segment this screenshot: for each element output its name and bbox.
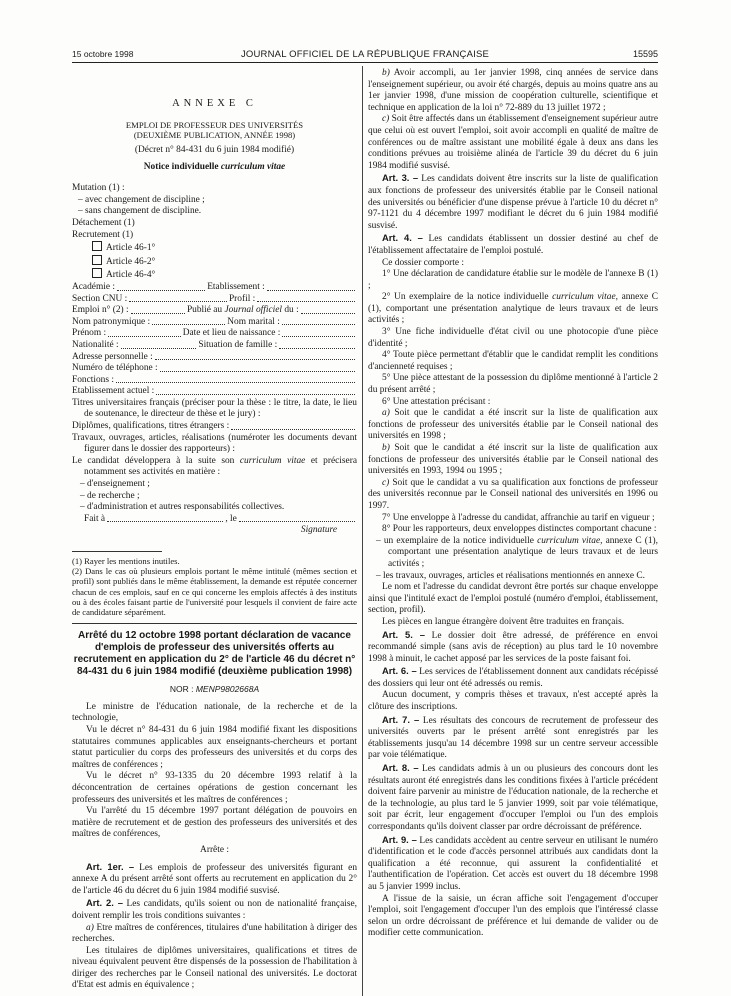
- mutation-option-2: – sans changement de discipline.: [78, 206, 202, 217]
- article-9: Art. 9. – Les candidats accèdent au centre serveur en utilisant le numéro d'identification et le code d'accès personnel attribués aux candidats dont la qualification a été reconnue, qui assurent la confidentialité et l'authentification de l'opération. Cet accès est ouvert du 18 décembre 1998 au 5 janvier 1999 inclus.: [368, 833, 658, 892]
- dossier-item-8: 8° Pour les rapporteurs, deux enveloppes distinctes comportant chacune :: [382, 524, 657, 535]
- header-date: 15 octobre 1998: [72, 49, 134, 59]
- annexe-decret: (Décret n° 84-431 du 6 juin 1984 modifié): [134, 145, 295, 155]
- dossier-item-2: 2° Un exemplaire de la notice individuelle curriculum vitae, annexe C (1), comportant une présentation analytique de leurs travaux et de leurs activités ;: [368, 292, 658, 326]
- field-fonctions[interactable]: Fonctions :: [72, 375, 357, 387]
- field-telephone[interactable]: Numéro de téléphone :: [72, 363, 357, 375]
- checkbox-icon[interactable]: [92, 268, 102, 278]
- page-number: 15595: [632, 49, 658, 59]
- arrete-title: Arrêté du 12 octobre 1998 portant déclaration de vacance d'emplois de professeur des universités offerts au recrutement en application du 2° de l'article 46 du décret n° 84-431 du 6 juin 1984 modifié (deuxième publication 1998): [73, 630, 356, 678]
- column-divider: [362, 66, 363, 996]
- enveloppe-instructions: Le nom et l'adresse du candidat devront être portés sur chaque enveloppe ainsi que l'intitulé exact de l'emploi postulé (numéro d'emploi, établissement, section, profil).: [368, 582, 658, 616]
- nor-reference: NOR : MENP9802668A: [169, 684, 260, 695]
- dossier-item-8-a: – un exemplaire de la notice individuelle curriculum vitae, annexe C (1), comportant une présentation analytique de leurs travaux et de leurs activités ;: [376, 535, 658, 569]
- field-adresse[interactable]: Adresse personnelle :: [72, 352, 357, 364]
- mutation-label: Mutation (1) :: [72, 183, 125, 194]
- dossier-item-3: 3° Une fiche individuelle d'état civil ou une photocopie d'une pièce d'identité ;: [368, 327, 658, 349]
- arrete-vu-2: Vu le décret n° 93-1335 du 20 décembre 1993 relatif à la déconcentration de certaines opérations de gestion concernant les professeurs des universités et les maîtres de conférences ;: [72, 771, 357, 805]
- dossier-intro: Ce dossier comporte :: [382, 257, 465, 268]
- arrete-preamble: Le ministre de l'éducation nationale, de la recherche et de la technologie,: [72, 701, 357, 724]
- field-prenom-naissance[interactable]: Prénom : Date et lieu de naissance :: [72, 328, 357, 340]
- section-rule: [72, 623, 357, 624]
- dossier-item-5: 5° Une pièce attestant de la possession du diplôme mentionné à l'article 2 du présent arrêté ;: [368, 373, 658, 396]
- field-etablissement-actuel[interactable]: Etablissement actuel :: [72, 386, 357, 398]
- arrete-vu-3: Vu l'arrêté du 15 décembre 1997 portant délégation de pouvoirs en matière de recrutement et de gestion des professeurs des universités et des maîtres de conférences,: [72, 806, 357, 840]
- activity-2: – de recherche ;: [80, 490, 140, 501]
- arrete-vu-1: Vu le décret n° 84-431 du 6 juin 1984 modifié fixant les dispositions statutaires communes applicables aux enseignants-chercheurs et portant statut particulier du corps des professeurs des universités et du corps des maîtres de conférences ;: [72, 725, 357, 770]
- article-1: Art. 1er. – Les emplois de professeur des universités figurant en annexe A du présent arrêté sont offerts au recrutement en application du 2° de l'article 46 du décret du 6 juin 1984 modifié susvisé.: [72, 860, 358, 896]
- field-diplomes[interactable]: Diplômes, qualifications, titres étrangers :: [72, 421, 357, 433]
- article-7: Art. 7. – Les résultats des concours de recrutement de professeur des universités ouverts par le présent arrêté sont enregistrés par les établissements jusqu'au 14 décembre 1998 sur un centre serveur accessible par voie télématique.: [368, 713, 658, 761]
- dossier-item-7: 7° Une enveloppe à l'adresse du candidat, affranchie au tarif en vigueur ;: [382, 512, 655, 523]
- signature-label: Signature: [300, 525, 337, 536]
- field-section-profil[interactable]: Section CNU : Profil :: [72, 294, 357, 306]
- footnote-rule: [72, 551, 162, 552]
- field-nationalite-situation[interactable]: Nationalité : Situation de famille :: [72, 340, 357, 352]
- field-academie-etablissement[interactable]: Académie : Etablissement :: [72, 282, 357, 294]
- field-travaux[interactable]: Travaux, ouvrages, articles, réalisations (numéroter les documents devant figurer dans le dossier des rapporteurs) :: [72, 432, 357, 455]
- right-column: [368, 68, 658, 940]
- annexe-title: ANNEXE C: [172, 98, 257, 109]
- annexe-subtitle-2: (DEUXIÈME PUBLICATION, ANNÉE 1998): [133, 129, 296, 140]
- annexe-subtitle-1: EMPLOI DE PROFESSEUR DES UNIVERSITÉS: [125, 119, 304, 130]
- dossier-item-4: 4° Toute pièce permettant d'établir que le candidat remplit les conditions d'ancienneté requises ;: [368, 350, 658, 372]
- pieces-traduction: Les pièces en langue étrangère doivent être traduites en français.: [382, 616, 625, 627]
- checkbox-article-46-1[interactable]: Article 46-1°: [72, 241, 357, 255]
- dossier-item-6-c: c) Soit que le candidat a vu sa qualification aux fonctions de professeur des universités reconnue par le Conseil national des universités en 1996 ou 1997.: [368, 477, 658, 511]
- dossier-item-8-b: – les travaux, ouvrages, articles et réalisations mentionnés en annexe C.: [376, 570, 645, 581]
- journal-title: JOURNAL OFFICIEL DE LA RÉPUBLIQUE FRANÇAISE: [240, 49, 490, 60]
- article-8: Art. 8. – Les candidats admis à un ou plusieurs des concours dont les résultats auront été enregistrés dans les conditions fixées à l'article précédent doivent faire parvenir au ministre de l'éducation nationale, de la recherche et de la technologie, au plus tard le 5 janvier 1999, soit par voie télématique, soit par écrit, leur engagement d'occuper l'emploi ou l'un des emplois correspondants qu'ils doivent classer par ordre décroissant de préférence.: [368, 762, 658, 832]
- checkbox-article-46-4[interactable]: Article 46-4°: [72, 268, 357, 282]
- footnote-1: (1) Rayer les mentions inutiles.: [72, 556, 180, 566]
- article-6-note: Aucun document, y compris thèses et travaux, n'est accepté après la clôture des inscriptions.: [368, 690, 658, 713]
- field-emploi-publication[interactable]: Emploi n° (2) : Publié au Journal officiel du :: [72, 305, 357, 317]
- article-5: Art. 5. – Le dossier doit être adressé, de préférence en envoi recommandé simple (sans avis de réception) au plus tard le 10 novembre 1998 à minuit, le cachet apposé par les services de la poste faisant foi.: [368, 628, 658, 664]
- arrete-heading: Arrête :: [200, 844, 229, 855]
- left-column: [72, 68, 357, 992]
- dossier-item-6-a: a) Soit que le candidat a été inscrit sur la liste de qualification aux fonctions de professeur des universités établie par le Conseil national des universités en 1998 ;: [368, 408, 658, 442]
- checkbox-icon[interactable]: [92, 241, 102, 251]
- detachement-label: Détachement (1): [72, 217, 135, 228]
- dossier-item-6-b: b) Soit que le candidat a été inscrit sur la liste de qualification aux fonctions de professeur des universités établie par le Conseil national des universités en 1993, 1994 ou 1995 ;: [368, 443, 658, 477]
- header-rule: [72, 62, 658, 63]
- notice-title: Notice individuelle curriculum vitae: [143, 161, 286, 172]
- field-fait-a[interactable]: Fait à , le: [72, 514, 357, 526]
- page-header: [72, 46, 658, 62]
- mutation-option-1: – avec changement de discipline ;: [78, 194, 205, 205]
- article-9-issue: A l'issue de la saisie, un écran affiche soit l'engagement d'occuper l'emploi, soit l'engagement d'occuper l'un des emplois que l'intéressé classe selon un ordre décroissant de préférence et lui demande de valider ou de modifier cette communication.: [368, 893, 658, 939]
- recrutement-label: Recrutement (1): [72, 229, 134, 240]
- checkbox-article-46-2[interactable]: Article 46-2°: [72, 255, 357, 269]
- dossier-item-1: 1° Une déclaration de candidature établie sur le modèle de l'annexe B (1) ;: [368, 269, 658, 291]
- candidat-instructions: Le candidat développera à la suite son curriculum vitae et précisera notamment ses activités en matière :: [72, 455, 357, 478]
- footnote-2: (2) Dans le cas où plusieurs emplois portant le même intitulé (mêmes section et profil) sont publiés dans le même établissement, la demande est réputée concerner chacun de ces emplois, sauf en ce qui concerne les emplois affectés à des instituts ou à des écoles faisant partie de l'université pour lesquels il convient de faire acte de candidature séparément.: [72, 566, 357, 618]
- activity-1: – d'enseignement ;: [80, 479, 150, 490]
- article-2-a: a) Etre maîtres de conférences, titulaires d'une habilitation à diriger des recherches.: [72, 922, 357, 945]
- article-3: Art. 3. – Les candidats doivent être inscrits sur la liste de qualification aux fonctions de professeur des universités établie par le Conseil national des universités ou bénéficier d'une dispense prévue à l'article 10 du décret n° 97-1121 du 4 décembre 1997 modifiant le décret du 6 juin 1984 modifié susvisé.: [368, 172, 659, 231]
- article-4: Art. 4. – Les candidats établissent un dossier destiné au chef de l'établissement affectataire de l'emploi postulé.: [368, 232, 658, 256]
- condition-b: b) Avoir accompli, au 1er janvier 1998, cinq années de service dans l'enseignement supérieur, ou avoir été chargés, depuis au moins quatre ans au 1er janvier 1998, d'une mission de coopération culturelle, scientifique et technique en application de la loi n° 72-889 du 13 juillet 1972 ;: [368, 68, 658, 113]
- condition-c: c) Soit être affectés dans un établissement d'enseignement supérieur autre que celui où est ouvert l'emploi, soit avoir accompli en qualité de maître de conférences ou de maître assistant une mobilité égale à deux ans dans les conditions prévues au troisième alinéa de l'article 39 du décret du 6 juin 1984 modifié susvisé.: [368, 114, 658, 171]
- field-titres[interactable]: Titres universitaires français (préciser pour la thèse : le titre, la date, le lieu de soutenance, le directeur de thèse et le jury) :: [72, 397, 357, 420]
- checkbox-icon[interactable]: [92, 255, 102, 265]
- article-6: Art. 6. – Les services de l'établissement donnent aux candidats récépissé des dossiers qui leur ont été adressés ou remis.: [368, 665, 658, 689]
- activity-3: – d'administration et autres responsabilités collectives.: [80, 502, 285, 513]
- field-nom[interactable]: Nom patronymique : Nom marital :: [72, 317, 357, 329]
- dossier-item-6: 6° Une attestation précisant :: [382, 396, 491, 407]
- article-2-note: Les titulaires de diplômes universitaires, qualifications et titres de niveau équivalent peuvent être dispensés de la possession de l'habilitation à diriger des recherches par le Conseil national des universités. Le doctorat d'Etat est admis en équivalence ;: [72, 945, 357, 991]
- article-2: Art. 2. – Les candidats, qu'ils soient ou non de nationalité française, doivent remplir les trois conditions suivantes :: [72, 897, 357, 921]
